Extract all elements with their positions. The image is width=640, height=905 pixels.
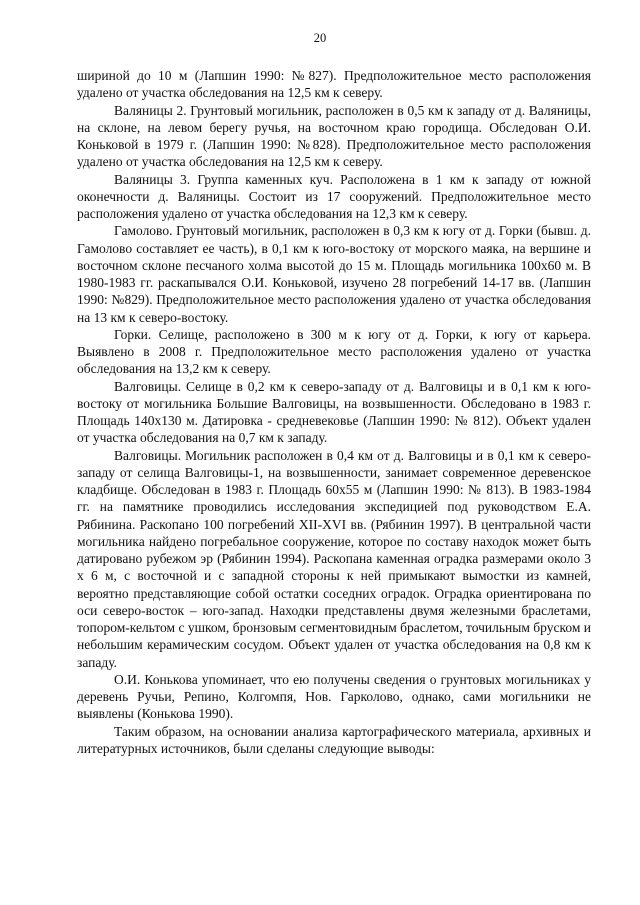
paragraph: О.И. Конькова упоминает, что ею получены сведения о грунтовых могильниках у деревень Ручьи, Репино, Колгомпя, Нов. Гарколово, однако, сами могильники не выявлены (Конькова 1990). <box>77 671 591 722</box>
paragraph: шириной до 10 м (Лапшин 1990: №827). Предположительное место расположения удалено от участка обследования на 12,5 км к северу. <box>77 68 591 101</box>
paragraph: Валяницы 2. Грунтовый могильник, расположен в 0,5 км к западу от д. Валяницы, на склоне, на левом берегу ручья, на восточном краю городища. Обследован О.И. Коньковой в 1979 г. (Лапшин 1990: №828). Предположительное место расположения удалено от участка обследования на 12,5 км к северу. <box>77 102 591 170</box>
body-text <box>77 67 591 757</box>
page-number: 20 <box>313 31 327 45</box>
paragraph: Гамолово. Грунтовый могильник, расположен в 0,3 км к югу от д. Горки (бывш. д. Гамолово составляет ее часть), в 0,1 км к юго-востоку от морского маяка, на вершине и восточном склоне песчаного холма высотой до 15 м. Площадь могильника 100х60 м. В 1980-1983 гг. раскапывался О.И. Коньковой, изучено 28 погребений 14-17 вв. (Лапшин 1990: №829). Предположительное место расположения удалено от участка обследования на 13 км к северо-востоку. <box>77 223 591 325</box>
paragraph: Валговицы. Могильник расположен в 0,4 км от д. Валговицы и в 0,1 км к северо-западу от селища Валговицы-1, на возвышенности, занимает современное деревенское кладбище. Обследован в 1983 г. Площадь 60х55 м (Лапшин 1990: № 813). В 1983-1984 гг. на памятнике проводились исследования экспедицией под руководством Е.А. Рябинина. Раскопано 100 погребений XII-XVI вв. (Рябинин 1997). В центральной части могильника найдено погребальное сооружение, которое по составу находок может быть датировано рубежом эр (Рябинин 1994). Раскопана каменная оградка размерами около 3 х 6 м, с восточной и с западной стороны к ней примыкают вымостки из камней, вероятно представляющие собой остатки соседних оградок. Оградка ориентирована по оси северо-восток – юго-запад. Находки представлены двумя железными браслетами, топором-кельтом с ушком, бронзовым сегментовидным браслетом, точильным бруском и небольшим керамическим сосудом. Объект удален от участка обследования на 0,8 км к западу. <box>77 447 591 670</box>
paragraph: Таким образом, на основании анализа картографического материала, архивных и литературных источников, были сделаны следующие выводы: <box>77 723 591 756</box>
paragraph: Горки. Селище, расположено в 300 м к югу от д. Горки, к югу от карьера. Выявлено в 2008 г. Предположительное место расположения удалено от участка обследования на 13,2 км к северу. <box>77 326 591 377</box>
paragraph: Валговицы. Селище в 0,2 км к северо-западу от д. Валговицы и в 0,1 км к юго-востоку от могильника Большие Валговицы, на возвышенности. Обследовано в 1983 г. Площадь 140х130 м. Датировка - средневековье (Лапшин 1990: № 812). Объект удален от участка обследования на 0,7 км к западу. <box>77 378 591 446</box>
paragraph: Валяницы 3. Группа каменных куч. Расположена в 1 км к западу от южной оконечности д. Валяницы. Состоит из 17 сооружений. Предположительное место расположения удалено от участка обследования на 12,3 км к северу. <box>77 171 591 221</box>
